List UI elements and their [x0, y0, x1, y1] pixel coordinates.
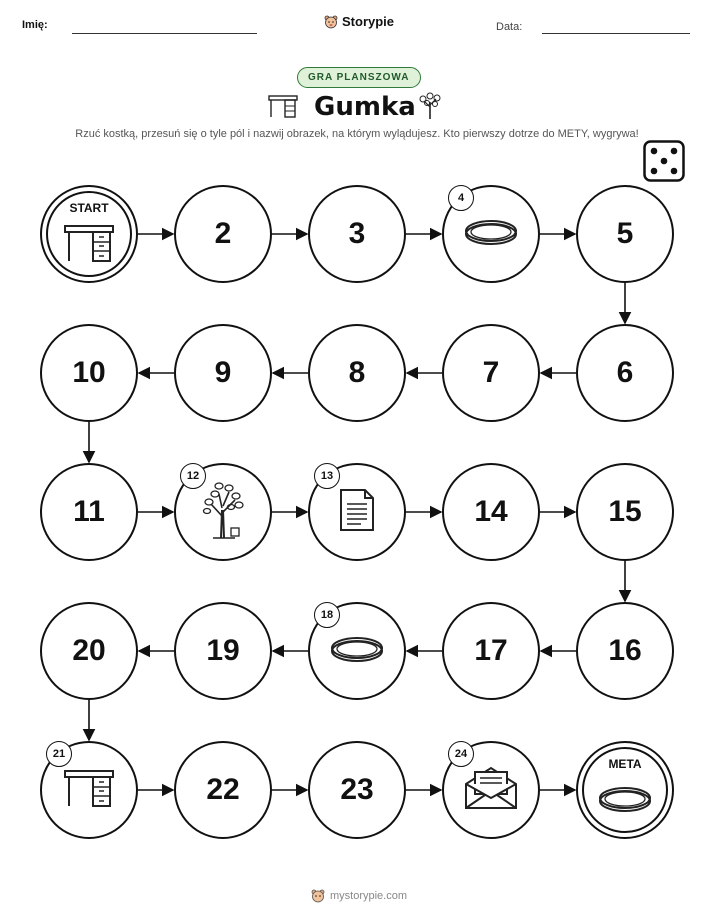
board-space-3	[308, 185, 406, 283]
space-number: 11	[73, 495, 105, 528]
date-label: Data:	[496, 21, 523, 33]
bear-icon	[311, 889, 325, 903]
instructions: Rzuć kostką, przesuń się o tyle pól i nazwij obrazek, na którym wylądujesz. Kto pierwszy dotrze do METY, wygrywa!	[75, 128, 639, 140]
name-label: Imię:	[22, 19, 48, 31]
space-number-tag: 21	[46, 741, 72, 767]
board-space-17	[442, 602, 540, 700]
space-number: 9	[214, 356, 232, 389]
board-space-4	[442, 185, 540, 283]
space-number: 3	[348, 217, 366, 250]
document-icon	[339, 488, 375, 537]
space-number: 14	[474, 495, 508, 528]
board-space-18	[308, 602, 406, 700]
footer-site[interactable]: mystorypie.com	[330, 890, 408, 902]
board-space-24	[442, 741, 540, 839]
space-number: 8	[348, 356, 366, 389]
board-space-23	[308, 741, 406, 839]
space-number-tag: 24	[448, 741, 474, 767]
brand-name: Storypie	[342, 14, 395, 29]
envelope-icon	[463, 766, 519, 815]
board-space-10	[40, 324, 138, 422]
board-space-9	[174, 324, 272, 422]
space-number-tag: 13	[314, 463, 340, 489]
board-space-22	[174, 741, 272, 839]
space-number: 17	[474, 634, 508, 667]
game-type-badge: GRA PLANSZOWA	[297, 67, 421, 88]
board-space-12	[174, 463, 272, 561]
space-number: 16	[608, 634, 642, 667]
space-number: 23	[340, 773, 374, 806]
board-space-5	[576, 185, 674, 283]
board-space-2	[174, 185, 272, 283]
ring-icon	[329, 634, 385, 669]
space-number: 15	[608, 495, 642, 528]
board-space-14	[442, 463, 540, 561]
board-space-7	[442, 324, 540, 422]
space-number: 7	[482, 356, 500, 389]
space-number: 10	[72, 356, 106, 389]
space-number: 20	[72, 634, 106, 667]
board-space-6	[576, 324, 674, 422]
space-number-tag: 4	[448, 185, 474, 211]
ring-icon	[597, 784, 653, 819]
page-title: Gumka	[314, 92, 416, 122]
board-space-8	[308, 324, 406, 422]
space-number-tag: 18	[314, 602, 340, 628]
space-number: 5	[616, 217, 634, 250]
space-number: 6	[616, 356, 634, 389]
board-space-16	[576, 602, 674, 700]
space-number: 2	[214, 217, 232, 250]
space-number-tag: 12	[180, 463, 206, 489]
space-number: 19	[206, 634, 240, 667]
board-space-11	[40, 463, 138, 561]
finish-space	[576, 741, 674, 839]
start-label: START	[69, 201, 109, 215]
tree-icon	[201, 480, 245, 545]
desk-icon	[63, 768, 115, 813]
board-space-19	[174, 602, 272, 700]
board-space-21	[40, 741, 138, 839]
ring-icon	[463, 217, 519, 252]
desk-icon	[63, 223, 115, 268]
start-space	[40, 185, 138, 283]
board-space-15	[576, 463, 674, 561]
board-space-13	[308, 463, 406, 561]
footer	[311, 889, 407, 903]
finish-label: META	[608, 757, 642, 771]
board-space-20	[40, 602, 138, 700]
space-number: 22	[206, 773, 240, 806]
